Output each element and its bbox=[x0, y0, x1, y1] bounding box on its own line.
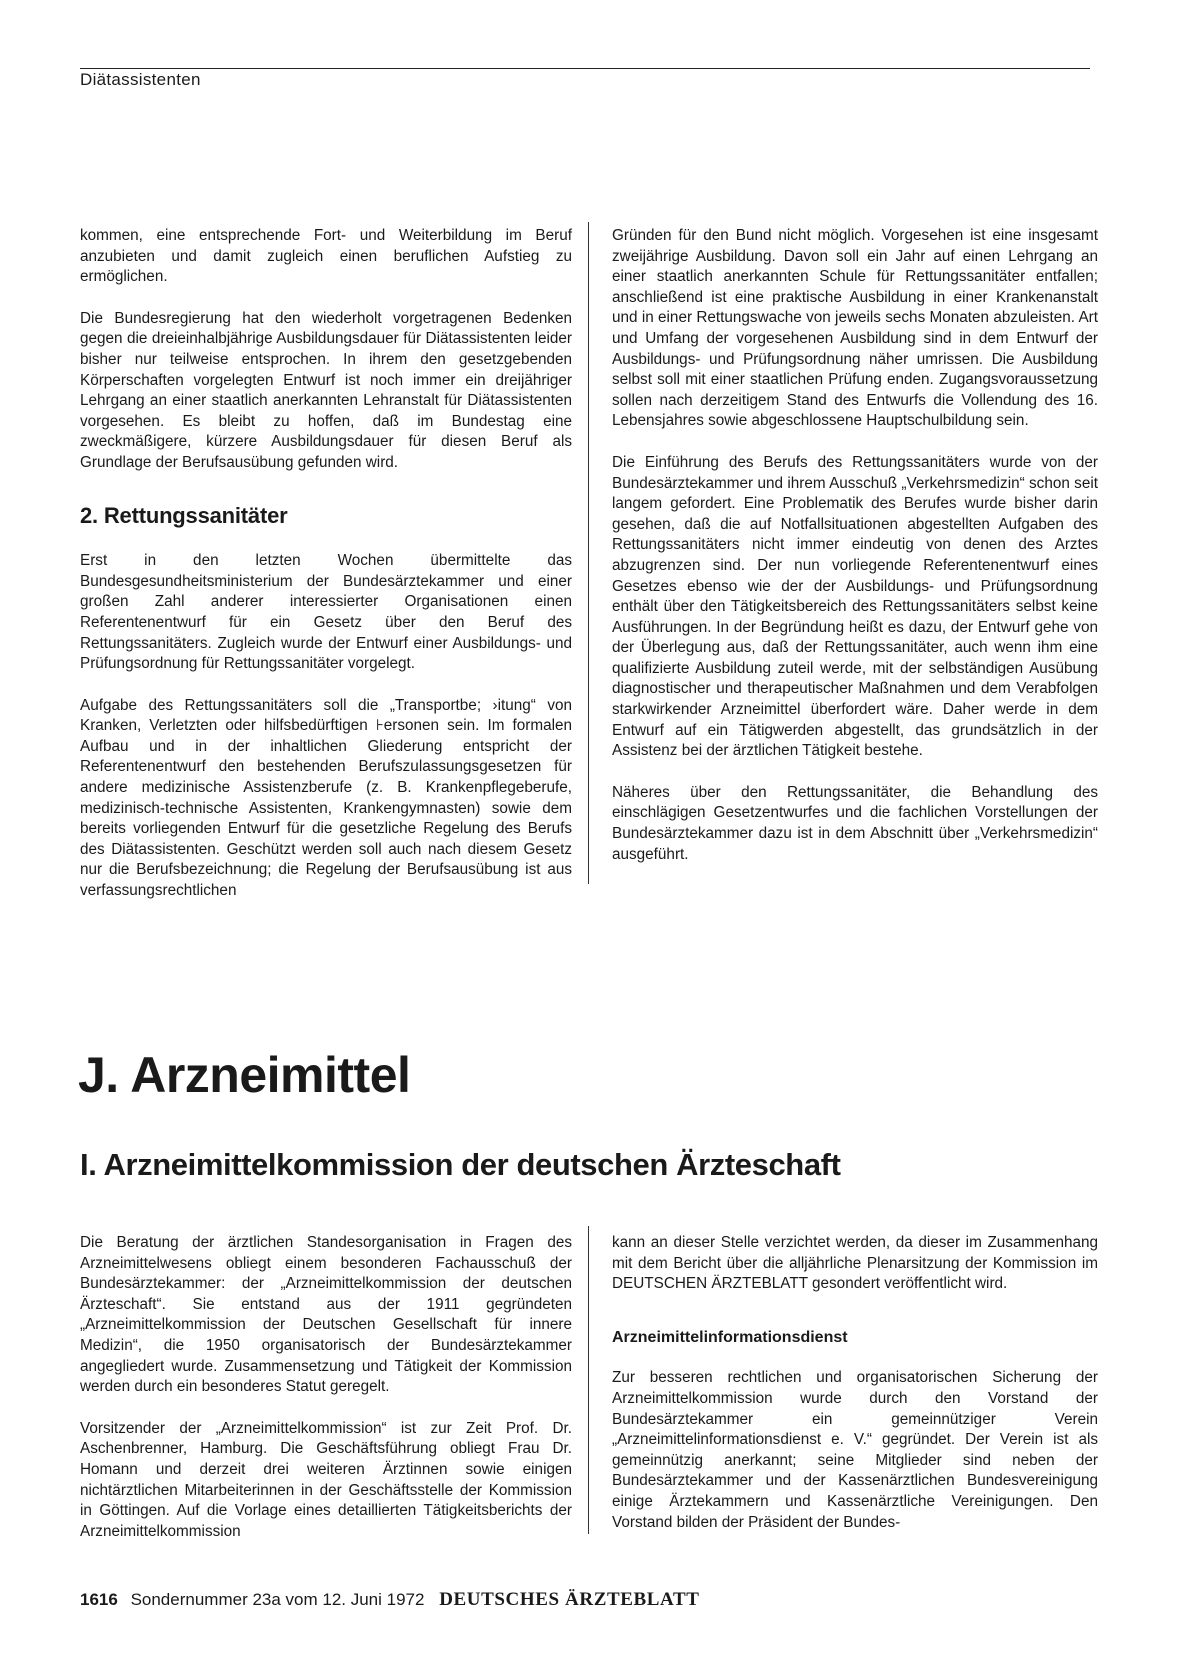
paragraph: Gründen für den Bund nicht möglich. Vorgesehen ist eine insgesamt zweijährige Ausbildung. Davon soll ein Jahr auf einen Lehrgang an einer staatlich anerkannten Schule für Rettungssanitäter entfallen; anschließend ist eine praktische Ausbildung in einer Krankenanstalt und in einer Rettungswache von jeweils sechs Monaten abzuleisten. Art und Umfang der vorgesehenen Ausbildung sind in dem Entwurf der Ausbildungs- und Prüfungsordnung näher umrissen. Die Ausbildung selbst soll mit einer staatlichen Prüfung enden. Zugangsvoraussetzung sollen nach derzeitigem Stand des Entwurfs die Vollendung des 16. Lebensjahres sowie abgeschlossene Hauptschulbildung sein. bbox=[612, 227, 1098, 430]
issue-info: Sondernummer 23a vom 12. Juni 1972 bbox=[130, 1590, 425, 1609]
running-head: Diätassistenten bbox=[80, 70, 201, 89]
column-divider bbox=[588, 1226, 589, 1534]
paragraph: Die Einführung des Berufs des Rettungssanitäters wurde von der Bundesärztekammer und ihrem Ausschuß „Verkehrsmedizin“ schon seit langem gefordert. Eine Problematik des Berufes wurde bisher darin gesehen, daß die auf Notfallsituationen abgestellten Aufgaben des Rettungssanitäters nicht immer eindeutig von denen des Arztes abzugrenzen sind. Der nun vorliegende Referentenentwurf eines Gesetzes ebenso wie der der Ausbildungs- und Prüfungsordnung enthält über den Tätigkeitsbereich des Rettungssanitäters selbst keine Ausführungen. In der Begründung heißt es dazu, der Entwurf gehe von der Überlegung aus, daß der Rettungssanitäter, auch wenn ihm eine qualifizierte Ausbildung zuteil werde, mit der selbständigen Ausübung diagnostischer und therapeutischer Maßnahmen und dem Verabfolgen starkwirkender Arzneimittel überfordert wäre. Daher werde in dem Entwurf auf ein Tätigwerden abgestellt, das grundsätzlich in der Assistenz bei der ärztlichen Tätigkeit bestehe. bbox=[612, 453, 1098, 760]
part-title: I. Arzneimittelkommission der deutschen Ärzteschaft bbox=[80, 1147, 841, 1182]
paragraph: Erst in den letzten Wochen übermittelte das Bundesgesundheitsministerium der Bundesärztekammer und einer großen Zahl anderer interessierter Organisationen einen Referentenentwurf für ein Gesetz über den Beruf des Rettungssanitäters. Zugleich wurde der Entwurf einer Ausbildungs- und Prüfungsordnung für Rettungssanitäter vorgelegt. bbox=[80, 552, 572, 673]
paragraph: Die Beratung der ärztlichen Standesorganisation in Fragen des Arzneimittelwesens obliegt einem besonderen Fachausschuß der Bundesärztekammer: der „Arzneimittelkommission der deutschen Ärzteschaft“. Sie entstand aus der 1911 gegründeten „Arzneimittelkommission der Deutschen Gesellschaft für innere Medizin“, die 1950 organisatorisch der Bundesärztekammer angegliedert wurde. Zusammensetzung und Tätigkeit der Kommission werden durch ein besonderes Statut geregelt. bbox=[80, 1234, 572, 1396]
sub-heading-arzneimittelinformationsdienst: Arzneimittelinformationsdienst bbox=[612, 1328, 848, 1346]
section-heading-rettungssanitaeter: 2. Rettungssanitäter bbox=[80, 502, 288, 528]
column-divider bbox=[588, 222, 589, 884]
journal-name: DEUTSCHES ÄRZTEBLATT bbox=[439, 1589, 700, 1610]
paragraph: kann an dieser Stelle verzichtet werden, da dieser im Zusammenhang mit dem Bericht über die alljährliche Plenarsitzung der Kommission im DEUTSCHEN ÄRZTEBLATT gesondert veröffentlicht wird. bbox=[612, 1234, 1098, 1293]
paragraph: Die Bundesregierung hat den wiederholt vorgetragenen Bedenken gegen die dreieinhalbjährige Ausbildungsdauer für Diätassistenten leider bisher nur teilweise entsprochen. In ihrem den gesetzgebenden Körperschaften vorgelegten Entwurf ist noch immer ein dreijähriger Lehrgang an einer staatlich anerkannten Lehranstalt für Diätassistenten vorgesehen. Es bleibt zu hoffen, daß im Bundestag eine zweckmäßigere, kürzere Ausbildungsdauer für diesen Beruf als Grundlage der Berufsausübung gefunden wird. bbox=[80, 309, 572, 471]
lower-right-column bbox=[612, 1233, 1098, 1533]
lower-left-column bbox=[80, 1233, 572, 1542]
paragraph: Näheres über den Rettungssanitäter, die Behandlung des einschlägigen Gesetzentwurfes und die fachlichen Vorstellungen der Bundesärztekammer dazu ist in dem Abschnitt über „Verkehrsmedizin“ ausgeführt. bbox=[612, 783, 1098, 863]
paragraph: Zur besseren rechtlichen und organisatorischen Sicherung der Arzneimittelkommission wurde durch den Vorstand der Bundesärztekammer ein gemeinnütziger Verein „Arzneimittelinformationsdienst e. V.“ gegründet. Der Verein ist als gemeinnützig anerkannt; seine Mitglieder sind neben der Bundesärztekammer und der Kassenärztlichen Bundesvereinigung einige Ärztekammern und Kassenärztliche Vereinigungen. Den Vorstand bilden der Präsident der Bundes- bbox=[612, 1369, 1098, 1531]
paragraph: kommen, eine entsprechende Fort- und Weiterbildung im Beruf anzubieten und damit zugleich einen beruflichen Aufstieg zu ermöglichen. bbox=[80, 227, 572, 286]
page-number: 1616 bbox=[80, 1590, 118, 1609]
chapter-title: J. Arzneimittel bbox=[78, 1047, 411, 1103]
paragraph: Vorsitzender der „Arzneimittelkommission“ ist zur Zeit Prof. Dr. Aschenbrenner, Hamburg. Die Geschäftsführung obliegt Frau Dr. Homann und derzeit drei weiteren Ärztinnen sowie einigen nichtärztlichen Mitarbeiterinnen in der Geschäftsstelle der Kommission in Göttingen. Auf die Vorlage eines detaillierten Tätigkeitsberichts der Arzneimittelkommission bbox=[80, 1419, 572, 1540]
upper-left-column bbox=[80, 226, 572, 902]
upper-right-column bbox=[612, 226, 1098, 865]
paragraph: Aufgabe des Rettungssanitäters soll die „Transportbe; ›itung“ von Kranken, Verletzten oder hilfsbedürftigen ⊦ersonen sein. Im formalen Aufbau und in der inhaltlichen Gliederung entspricht der Referentenentwurf den bestehenden Berufszulassungsgesetzen für andere medizinische Assistenzberufe (z. B. Krankenpflegeberufe, medizinisch-technische Assistenten, Krankengymnasten) sowie dem bereits vorliegenden Entwurf für die gesetzliche Regelung des Berufs des Diätassistenten. Geschützt werden soll auch nach diesem Gesetz nur die Berufsbezeichnung; die Regelung der Berufsausübung ist aus verfassungsrechtlichen bbox=[80, 696, 572, 900]
page-footer bbox=[80, 1589, 700, 1611]
header-rule bbox=[80, 68, 1090, 69]
